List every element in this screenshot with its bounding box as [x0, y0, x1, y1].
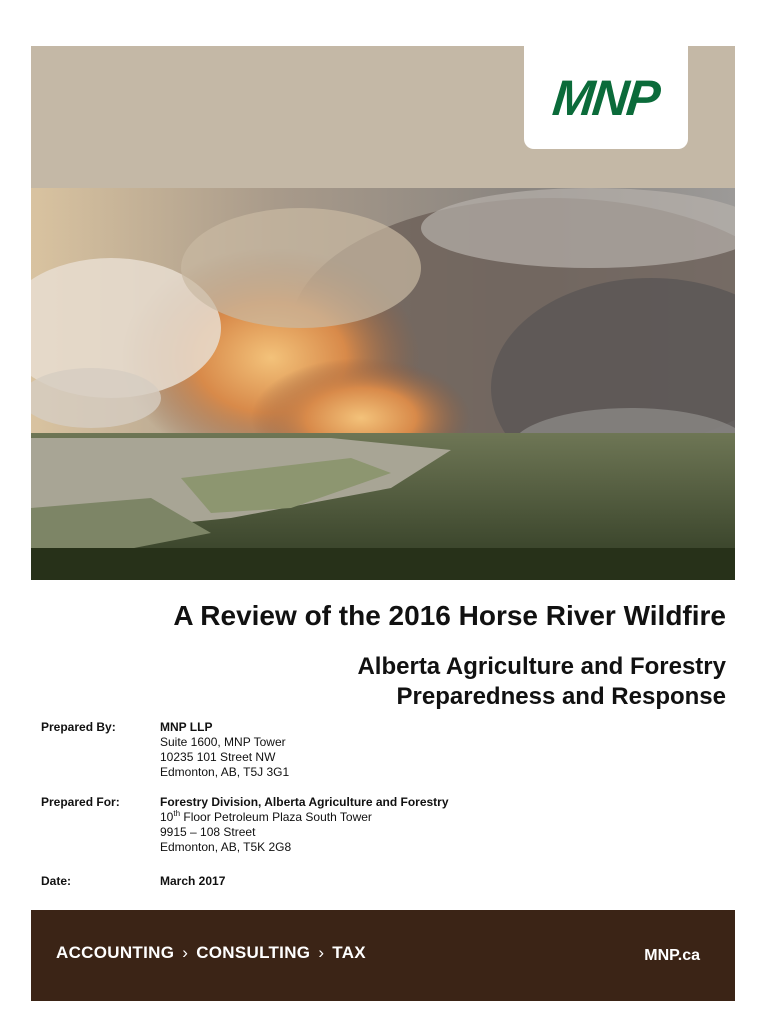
website-link[interactable]: MNP.ca — [644, 947, 700, 964]
prepared-for-value — [160, 795, 449, 855]
prepared-for-label: Prepared For: — [41, 795, 120, 809]
service-consulting: CONSULTING — [196, 943, 311, 962]
date-value: March 2017 — [160, 874, 226, 888]
wildfire-photo — [31, 188, 735, 580]
footer-band — [31, 910, 735, 1001]
prepared-by-address-line: 10235 101 Street NW — [160, 750, 276, 764]
report-title: A Review of the 2016 Horse River Wildfire — [173, 600, 726, 631]
prepared-for-address-line: Edmonton, AB, T5K 2G8 — [160, 840, 292, 854]
prepared-for-name: Forestry Division, Alberta Agriculture and Forestry — [160, 795, 449, 809]
prepared-by-name: MNP LLP — [160, 720, 213, 734]
service-accounting: ACCOUNTING — [56, 943, 175, 962]
report-subtitle — [357, 652, 726, 712]
date-label: Date: — [41, 874, 72, 888]
prepared-by-label: Prepared By: — [41, 720, 116, 734]
services-list — [56, 943, 366, 963]
mnp-logo: MNP — [550, 69, 662, 126]
chevron-right-icon: › — [182, 943, 189, 962]
prepared-by-address-line: Edmonton, AB, T5J 3G1 — [160, 765, 290, 779]
subtitle-line-1: Alberta Agriculture and Forestry — [357, 653, 726, 680]
prepared-by-address-line: Suite 1600, MNP Tower — [160, 735, 286, 749]
service-tax: TAX — [332, 943, 366, 962]
prepared-for-address-line: 9915 – 108 Street — [160, 825, 256, 839]
logo-box — [524, 46, 688, 149]
prepared-by-value — [160, 720, 289, 780]
subtitle-line-2: Preparedness and Response — [396, 683, 726, 710]
chevron-right-icon: › — [318, 943, 325, 962]
prepared-for-floor-line: 10th Floor Petroleum Plaza South Tower — [160, 809, 372, 824]
